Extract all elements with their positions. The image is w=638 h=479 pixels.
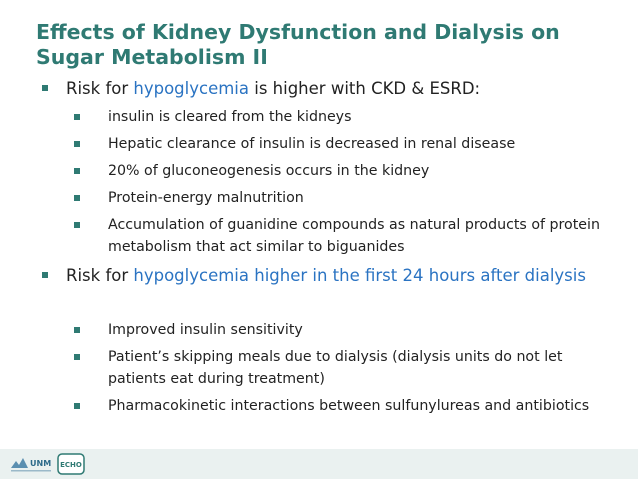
- bullet-text: Risk for hypoglycemia higher in the first 24 hours after dialysis: [66, 266, 586, 285]
- sub-bullet-text: Protein-energy malnutrition: [108, 190, 304, 206]
- square-bullet-icon: [74, 403, 80, 409]
- square-bullet-icon: [74, 168, 80, 174]
- square-bullet-icon: [74, 327, 80, 333]
- echo-logo-icon: [57, 453, 85, 475]
- footer-band: [0, 449, 638, 479]
- square-bullet-icon: [42, 272, 48, 278]
- sub-bullet-text: Improved insulin sensitivity: [108, 322, 303, 338]
- sub-bullet-text: Accumulation of guanidine compounds as natural products of protein metabolism that act similar to biguanides: [108, 217, 600, 255]
- square-bullet-icon: [74, 141, 80, 147]
- title-line-2: Sugar Metabolism II: [36, 45, 268, 69]
- square-bullet-icon: [74, 354, 80, 360]
- square-bullet-icon: [42, 85, 48, 91]
- bullet-text: Risk for hypoglycemia is higher with CKD & ESRD:: [66, 79, 481, 98]
- highlight-text: hypoglycemia: [133, 79, 249, 98]
- unm-logo-icon: [8, 452, 54, 476]
- sub-bullet-text: 20% of gluconeogenesis occurs in the kidney: [108, 163, 430, 179]
- square-bullet-icon: [74, 195, 80, 201]
- sub-bullet-text: Pharmacokinetic interactions between sulfunylureas and antibiotics: [108, 398, 590, 414]
- highlight-text: hypoglycemia higher in the first 24 hours after dialysis: [133, 266, 586, 285]
- slide-title: [36, 20, 626, 70]
- svg-text:UNM: UNM: [30, 459, 52, 468]
- sub-bullet-text: Hepatic clearance of insulin is decreased in renal disease: [108, 136, 516, 152]
- svg-text:ECHO: ECHO: [60, 461, 82, 469]
- sub-bullet-text: Patient’s skipping meals due to dialysis (dialysis units do not let patients eat during treatment): [108, 349, 563, 387]
- sub-bullet-text: insulin is cleared from the kidneys: [108, 109, 352, 125]
- title-line-1: Effects of Kidney Dysfunction and Dialysis on: [36, 20, 560, 44]
- square-bullet-icon: [74, 114, 80, 120]
- square-bullet-icon: [74, 222, 80, 228]
